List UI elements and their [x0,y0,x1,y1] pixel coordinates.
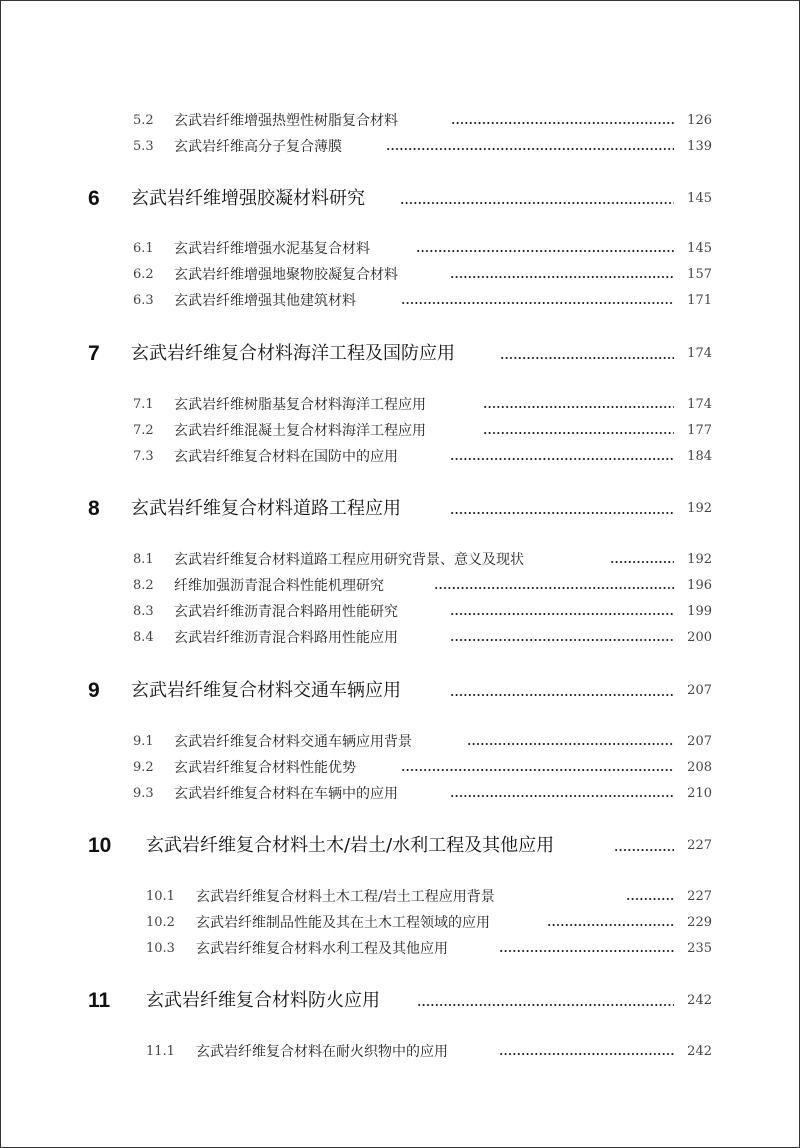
page-number: 242 [687,993,712,1008]
dot-leader [467,743,674,745]
section-title: 玄武岩纤维增强水泥基复合材料 [174,241,370,257]
chapter-number: 7 [88,342,100,365]
section-number: 7.2 [133,423,154,438]
page-number: 126 [687,113,712,128]
section-number: 10.3 [146,941,175,956]
page-number: 200 [687,630,712,645]
section-number: 6.2 [133,267,154,282]
section-title: 玄武岩纤维制品性能及其在土木工程领域的应用 [196,915,490,931]
toc-entry-9-3[interactable] [0,782,800,806]
toc-entry-7-2[interactable] [0,419,800,443]
dot-leader [450,639,674,641]
toc-chapter-6[interactable] [0,187,800,211]
toc-entry-6-3[interactable] [0,289,800,313]
section-title: 纤维加强沥青混合料性能机理研究 [174,578,384,594]
dot-leader [401,769,674,771]
section-number: 5.3 [133,139,154,154]
section-title: 玄武岩纤维复合材料交通车辆应用背景 [174,734,412,750]
section-number: 8.2 [133,578,154,593]
page-number: 242 [687,1044,712,1059]
section-number: 9.2 [133,760,154,775]
toc-entry-6-1[interactable] [0,237,800,261]
toc-entry-11-1[interactable] [0,1040,800,1064]
section-number: 7.1 [133,397,154,412]
dot-leader [450,795,674,797]
section-title: 玄武岩纤维复合材料道路工程应用研究背景、意义及现状 [174,552,524,568]
toc-entry-8-1[interactable] [0,548,800,572]
section-title: 玄武岩纤维复合材料水利工程及其他应用 [196,941,448,957]
section-title: 玄武岩纤维复合材料在车辆中的应用 [174,786,398,802]
dot-leader [450,512,674,514]
dot-leader [483,432,674,434]
section-title: 玄武岩纤维增强其他建筑材料 [174,293,356,309]
section-title: 玄武岩纤维复合材料土木工程/岩土工程应用背景 [196,889,495,905]
section-number: 10.1 [146,889,175,904]
page-number: 184 [687,449,712,464]
dot-leader [450,694,674,696]
toc-entry-10-3[interactable] [0,937,800,961]
chapter-number: 10 [88,834,112,857]
section-title: 玄武岩纤维复合材料在国防中的应用 [174,449,398,465]
dot-leader [451,122,674,124]
page-number: 207 [687,734,712,749]
section-title: 玄武岩纤维沥青混合料路用性能应用 [174,630,398,646]
page-number: 207 [687,683,712,698]
toc-entry-5-3[interactable] [0,135,800,159]
chapter-title: 玄武岩纤维增强胶凝材料研究 [131,188,365,209]
toc-entry-8-2[interactable] [0,574,800,598]
page-number: 171 [687,293,712,308]
toc-entry-10-2[interactable] [0,911,800,935]
page-number: 192 [687,501,712,516]
dot-leader [450,613,674,615]
dot-leader [417,1004,674,1006]
section-number: 8.4 [133,630,154,645]
toc-entry-10-1[interactable] [0,885,800,909]
section-title: 玄武岩纤维复合材料性能优势 [174,760,356,776]
page-number: 229 [687,915,712,930]
section-number: 8.3 [133,604,154,619]
section-title: 玄武岩纤维增强热塑性树脂复合材料 [174,113,398,129]
section-number: 6.1 [133,241,154,256]
dot-leader [626,898,674,900]
page-number: 174 [687,346,712,361]
chapter-number: 11 [88,989,111,1012]
toc-chapter-11[interactable] [0,989,800,1013]
page-number: 174 [687,397,712,412]
section-number: 8.1 [133,552,154,567]
toc-chapter-9[interactable] [0,679,800,703]
dot-leader [386,148,674,150]
toc-entry-7-1[interactable] [0,393,800,417]
section-title: 玄武岩纤维沥青混合料路用性能研究 [174,604,398,620]
section-number: 9.3 [133,786,154,801]
dot-leader [434,587,674,589]
toc-entry-6-2[interactable] [0,263,800,287]
section-number: 11.1 [146,1044,175,1059]
dot-leader [450,276,674,278]
chapter-number: 8 [88,497,100,520]
section-title: 玄武岩纤维混凝土复合材料海洋工程应用 [174,423,426,439]
dot-leader [416,250,674,252]
dot-leader [499,950,674,952]
dot-leader [483,406,674,408]
dot-leader [610,561,674,563]
dot-leader [499,1053,674,1055]
chapter-title: 玄武岩纤维复合材料海洋工程及国防应用 [131,343,455,364]
section-number: 7.3 [133,449,154,464]
chapter-title: 玄武岩纤维复合材料土木/岩土/水利工程及其他应用 [146,835,555,856]
page-number: 196 [687,578,712,593]
dot-leader [400,202,674,204]
toc-chapter-7[interactable] [0,342,800,366]
toc-entry-9-1[interactable] [0,730,800,754]
page-number: 192 [687,552,712,567]
chapter-title: 玄武岩纤维复合材料道路工程应用 [131,498,401,519]
page-number: 139 [687,139,712,154]
page-number: 145 [687,191,712,206]
page-number: 210 [687,786,712,801]
page-number: 227 [687,838,712,853]
toc-chapter-10[interactable] [0,834,800,858]
section-title: 玄武岩纤维树脂基复合材料海洋工程应用 [174,397,426,413]
section-title: 玄武岩纤维增强地聚物胶凝复合材料 [174,267,398,283]
dot-leader [401,302,674,304]
toc-entry-8-3[interactable] [0,600,800,624]
section-number: 6.3 [133,293,154,308]
chapter-number: 9 [88,679,100,702]
section-number: 9.1 [133,734,154,749]
section-number: 10.2 [146,915,175,930]
toc-entry-9-2[interactable] [0,756,800,780]
section-number: 5.2 [133,113,154,128]
toc-entry-5-2[interactable] [0,109,800,133]
dot-leader [614,849,674,851]
chapter-title: 玄武岩纤维复合材料防火应用 [146,990,380,1011]
page-number: 208 [687,760,712,775]
section-title: 玄武岩纤维复合材料在耐火织物中的应用 [196,1044,448,1060]
chapter-number: 6 [88,187,100,210]
page-number: 235 [687,941,712,956]
page-number: 157 [687,267,712,282]
dot-leader [450,458,674,460]
toc-chapter-8[interactable] [0,497,800,521]
dot-leader [547,924,674,926]
toc-entry-7-3[interactable] [0,445,800,469]
section-title: 玄武岩纤维高分子复合薄膜 [174,139,342,155]
page-number: 199 [687,604,712,619]
page-number: 177 [687,423,712,438]
chapter-title: 玄武岩纤维复合材料交通车辆应用 [131,680,401,701]
page-number: 227 [687,889,712,904]
dot-leader [500,357,674,359]
toc-entry-8-4[interactable] [0,626,800,650]
page-number: 145 [687,241,712,256]
